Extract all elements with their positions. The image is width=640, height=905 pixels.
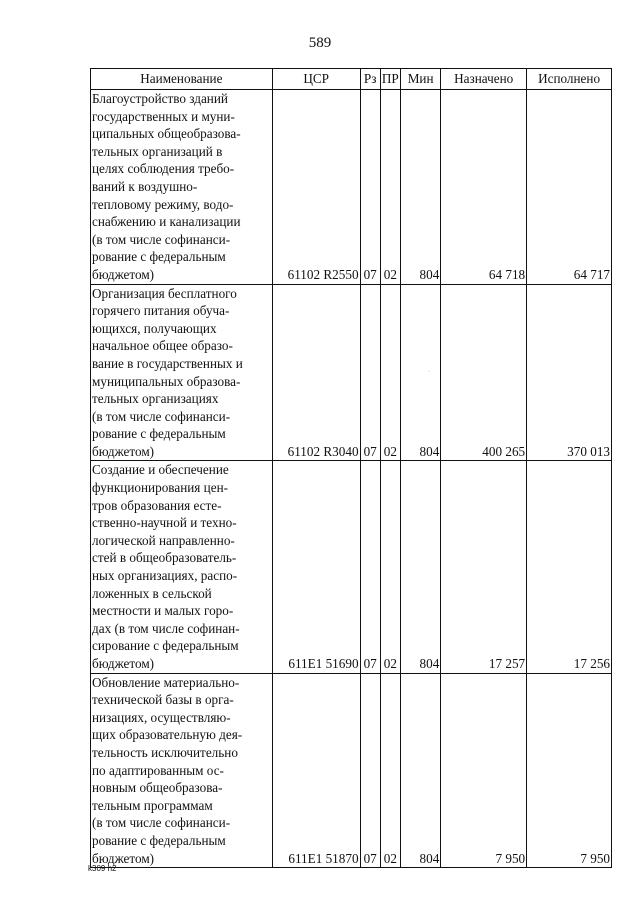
row-min: 804: [400, 284, 440, 461]
row-name: Благоустройство зданий государственных и муни- ципальных общеобразова- тельных организаций в целях соблюдения требо- ваний к воздушно- тепловому режиму, водо- снабжению и канализации (в том числе софинанси- рование с федеральным бюджетом): [91, 90, 273, 285]
row-name: Организация бесплатного горячего питания обуча- ющихся, получающих начальное общее образо- вание в государственных и муниципальных образова- тельных организациях (в том числе софинанси- рование с федеральным бюджетом): [91, 284, 273, 461]
budget-table: [90, 68, 612, 868]
col-header-executed: Исполнено: [527, 69, 612, 90]
footer-code: k309 h2: [88, 864, 117, 873]
row-pr: 02: [380, 461, 400, 673]
row-rz: 07: [360, 673, 380, 868]
row-min: 804: [400, 90, 440, 285]
row-executed: 17 256: [527, 461, 612, 673]
row-rz: 07: [360, 284, 380, 461]
col-header-name: Наименование: [91, 69, 273, 90]
row-name: Обновление материально- технической базы в орга- низациях, осуществляю- щих образовательную дея- тельность исключительно по адаптированным ос- новным общеобразова- тельным программам (в том числе софинанси- рование с федеральным бюджетом): [91, 673, 273, 868]
row-pr: 02: [380, 673, 400, 868]
row-executed: 370 013: [527, 284, 612, 461]
row-pr: 02: [380, 284, 400, 461]
row-executed: 64 717: [527, 90, 612, 285]
row-min: 804: [400, 673, 440, 868]
row-planned: 7 950: [441, 673, 527, 868]
row-planned: 400 265: [441, 284, 527, 461]
row-pr: 02: [380, 90, 400, 285]
row-planned: 17 257: [441, 461, 527, 673]
row-csr: 61102 R3040: [272, 284, 360, 461]
row-planned: 64 718: [441, 90, 527, 285]
row-rz: 07: [360, 461, 380, 673]
row-rz: 07: [360, 90, 380, 285]
header-row: [91, 69, 612, 90]
col-header-planned: Назначено: [441, 69, 527, 90]
row-name: Создание и обеспечение функционирования цен- тров образования есте- ственно-научной и техно- логической направленно- стей в общеобразователь- ных организациях, распо- ложенных в сельской местности и малых горо- дах (в том числе софинан- сирование с федеральным бюджетом): [91, 461, 273, 673]
col-header-pr: ПР: [380, 69, 400, 90]
col-header-csr: ЦСР: [272, 69, 360, 90]
col-header-rz: Рз: [360, 69, 380, 90]
table-row: [91, 673, 612, 868]
row-csr: 611E1 51690: [272, 461, 360, 673]
table-row: [91, 90, 612, 285]
row-csr: 61102 R2550: [272, 90, 360, 285]
table-row: [91, 284, 612, 461]
col-header-min: Мин: [400, 69, 440, 90]
table-row: [91, 461, 612, 673]
stray-mark: ·: [428, 369, 430, 375]
row-csr: 611E1 51870: [272, 673, 360, 868]
row-executed: 7 950: [527, 673, 612, 868]
row-min: 804: [400, 461, 440, 673]
page-number: 589: [308, 35, 332, 51]
